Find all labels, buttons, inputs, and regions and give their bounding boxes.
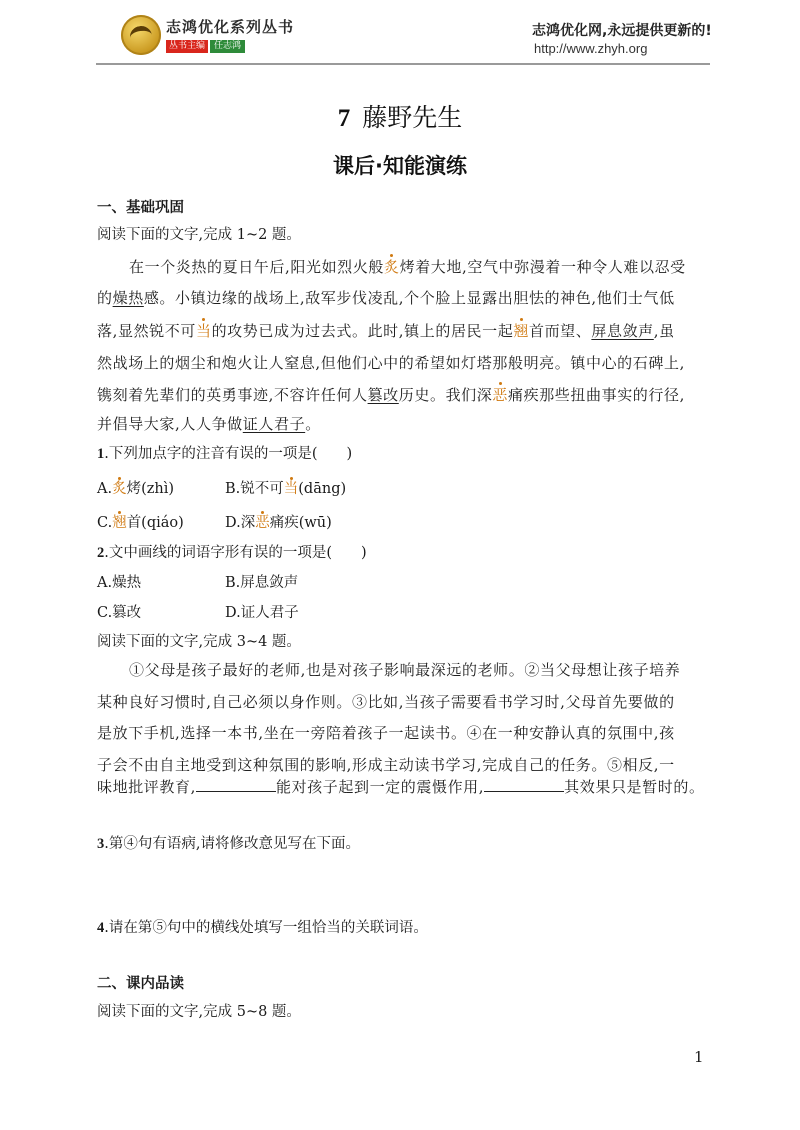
dotted-char: 当 — [283, 481, 299, 497]
question-3-stem: 3.第④句有语病,请将修改意见写在下面。 — [97, 836, 360, 852]
underlined-word: 篡改 — [367, 386, 399, 404]
underlined-word: 燥热 — [112, 289, 144, 307]
question-2-option-a: A.燥热 — [97, 575, 142, 591]
instruction-q3-4: 阅读下面的文字,完成 3~4 题。 — [97, 634, 301, 650]
passage1-line: 在一个炎热的夏日午后,阳光如烈火般炙烤着大地,空气中弥漫着一种令人难以忍受 — [129, 258, 686, 276]
instruction-q5-8: 阅读下面的文字,完成 5~8 题。 — [97, 1004, 301, 1020]
question-2-option-b: B.屏息敛声 — [225, 575, 299, 591]
passage1-line: 的燥热感。小镇边缘的战场上,敌军步伐凌乱,个个脸上显露出胆怯的神色,他们士气低 — [97, 289, 675, 307]
series-title: 志鸿优化系列丛书 — [166, 18, 295, 36]
dotted-char: 当 — [195, 322, 212, 340]
question-1-option-d: D.深恶痛疾(wū) — [225, 515, 332, 531]
passage2-line: 某种良好习惯时,自己必须以身作则。③比如,当孩子需要看书学习时,父母首先要做的 — [97, 693, 675, 711]
editor-label: 丛书主编 — [166, 40, 208, 53]
passage1-line: 镌刻着先辈们的英勇事迹,不容许任何人篡改历史。我们深恶痛疾那些扭曲事实的行径, — [97, 386, 685, 404]
passage1-line: 落,显然锐不可当的攻势已成为过去式。此时,镇上的居民一起翘首而望、屏息敛声,虽 — [97, 322, 675, 340]
question-1-option-c: C.翘首(qiáo) — [97, 515, 184, 531]
section-heading-reading: 二、课内品读 — [97, 976, 184, 992]
editor-tag — [166, 40, 245, 53]
fill-blank[interactable] — [484, 777, 564, 792]
section-subtitle: 课后·知能演练 — [333, 154, 467, 178]
lesson-title — [0, 98, 800, 134]
question-2-option-c: C.篡改 — [97, 605, 142, 621]
passage1-line: 然战场上的烟尘和炮火让人窒息,但他们心中的希望如灯塔那般明亮。镇中心的石碑上, — [97, 354, 685, 372]
underlined-word: 证人君子 — [242, 415, 306, 433]
question-1-stem: 1.下列加点字的注音有误的一项是( ) — [97, 446, 353, 462]
lesson-title-text: 藤野先生 — [362, 103, 463, 132]
passage1-line: 并倡导大家,人人争做证人君子。 — [97, 415, 321, 433]
site-slogan: 志鸿优化网,永远提供更新的! — [532, 23, 712, 39]
passage2-line: 是放下手机,选择一本书,坐在一旁陪着孩子一起读书。④在一种安静认真的氛围中,孩 — [97, 724, 675, 742]
crane-seal-icon — [121, 15, 161, 55]
instruction-q1-2: 阅读下面的文字,完成 1~2 题。 — [97, 227, 301, 243]
site-url[interactable]: http://www.zhyh.org — [534, 41, 648, 56]
question-1-option-a: A.炙烤(zhì) — [97, 481, 175, 497]
header-divider — [96, 63, 710, 65]
dotted-char: 炙 — [112, 481, 127, 497]
dotted-char: 翘 — [112, 515, 127, 531]
dotted-char: 炙 — [383, 258, 400, 276]
underlined-word: 屏息敛声 — [591, 322, 654, 340]
question-1-option-b: B.锐不可当(dāng) — [225, 481, 347, 497]
page-header — [0, 0, 800, 70]
section-heading-basics: 一、基础巩固 — [97, 200, 184, 216]
dotted-char: 恶 — [255, 515, 270, 531]
question-2-option-d: D.证人君子 — [225, 605, 299, 621]
passage2-line: ①父母是孩子最好的老师,也是对孩子影响最深远的老师。②当父母想让孩子培养 — [129, 661, 681, 679]
editor-name: 任志鸿 — [210, 40, 245, 53]
question-2-stem: 2.文中画线的词语字形有误的一项是( ) — [97, 545, 367, 561]
passage2-line: 子会不由自主地受到这种氛围的影响,形成主动读书学习,完成自己的任务。⑤相反,一 — [97, 756, 675, 774]
page-number: 1 — [694, 1048, 704, 1066]
lesson-number: 7 — [337, 105, 351, 132]
passage2-line: 味地批评教育, 能对孩子起到一定的震慑作用, 其效果只是暂时的。 — [97, 778, 705, 796]
dotted-char: 恶 — [492, 386, 508, 404]
question-4-stem: 4.请在第⑤句中的横线处填写一组恰当的关联词语。 — [97, 920, 428, 936]
fill-blank[interactable] — [196, 777, 276, 792]
dotted-char: 翘 — [513, 322, 529, 340]
